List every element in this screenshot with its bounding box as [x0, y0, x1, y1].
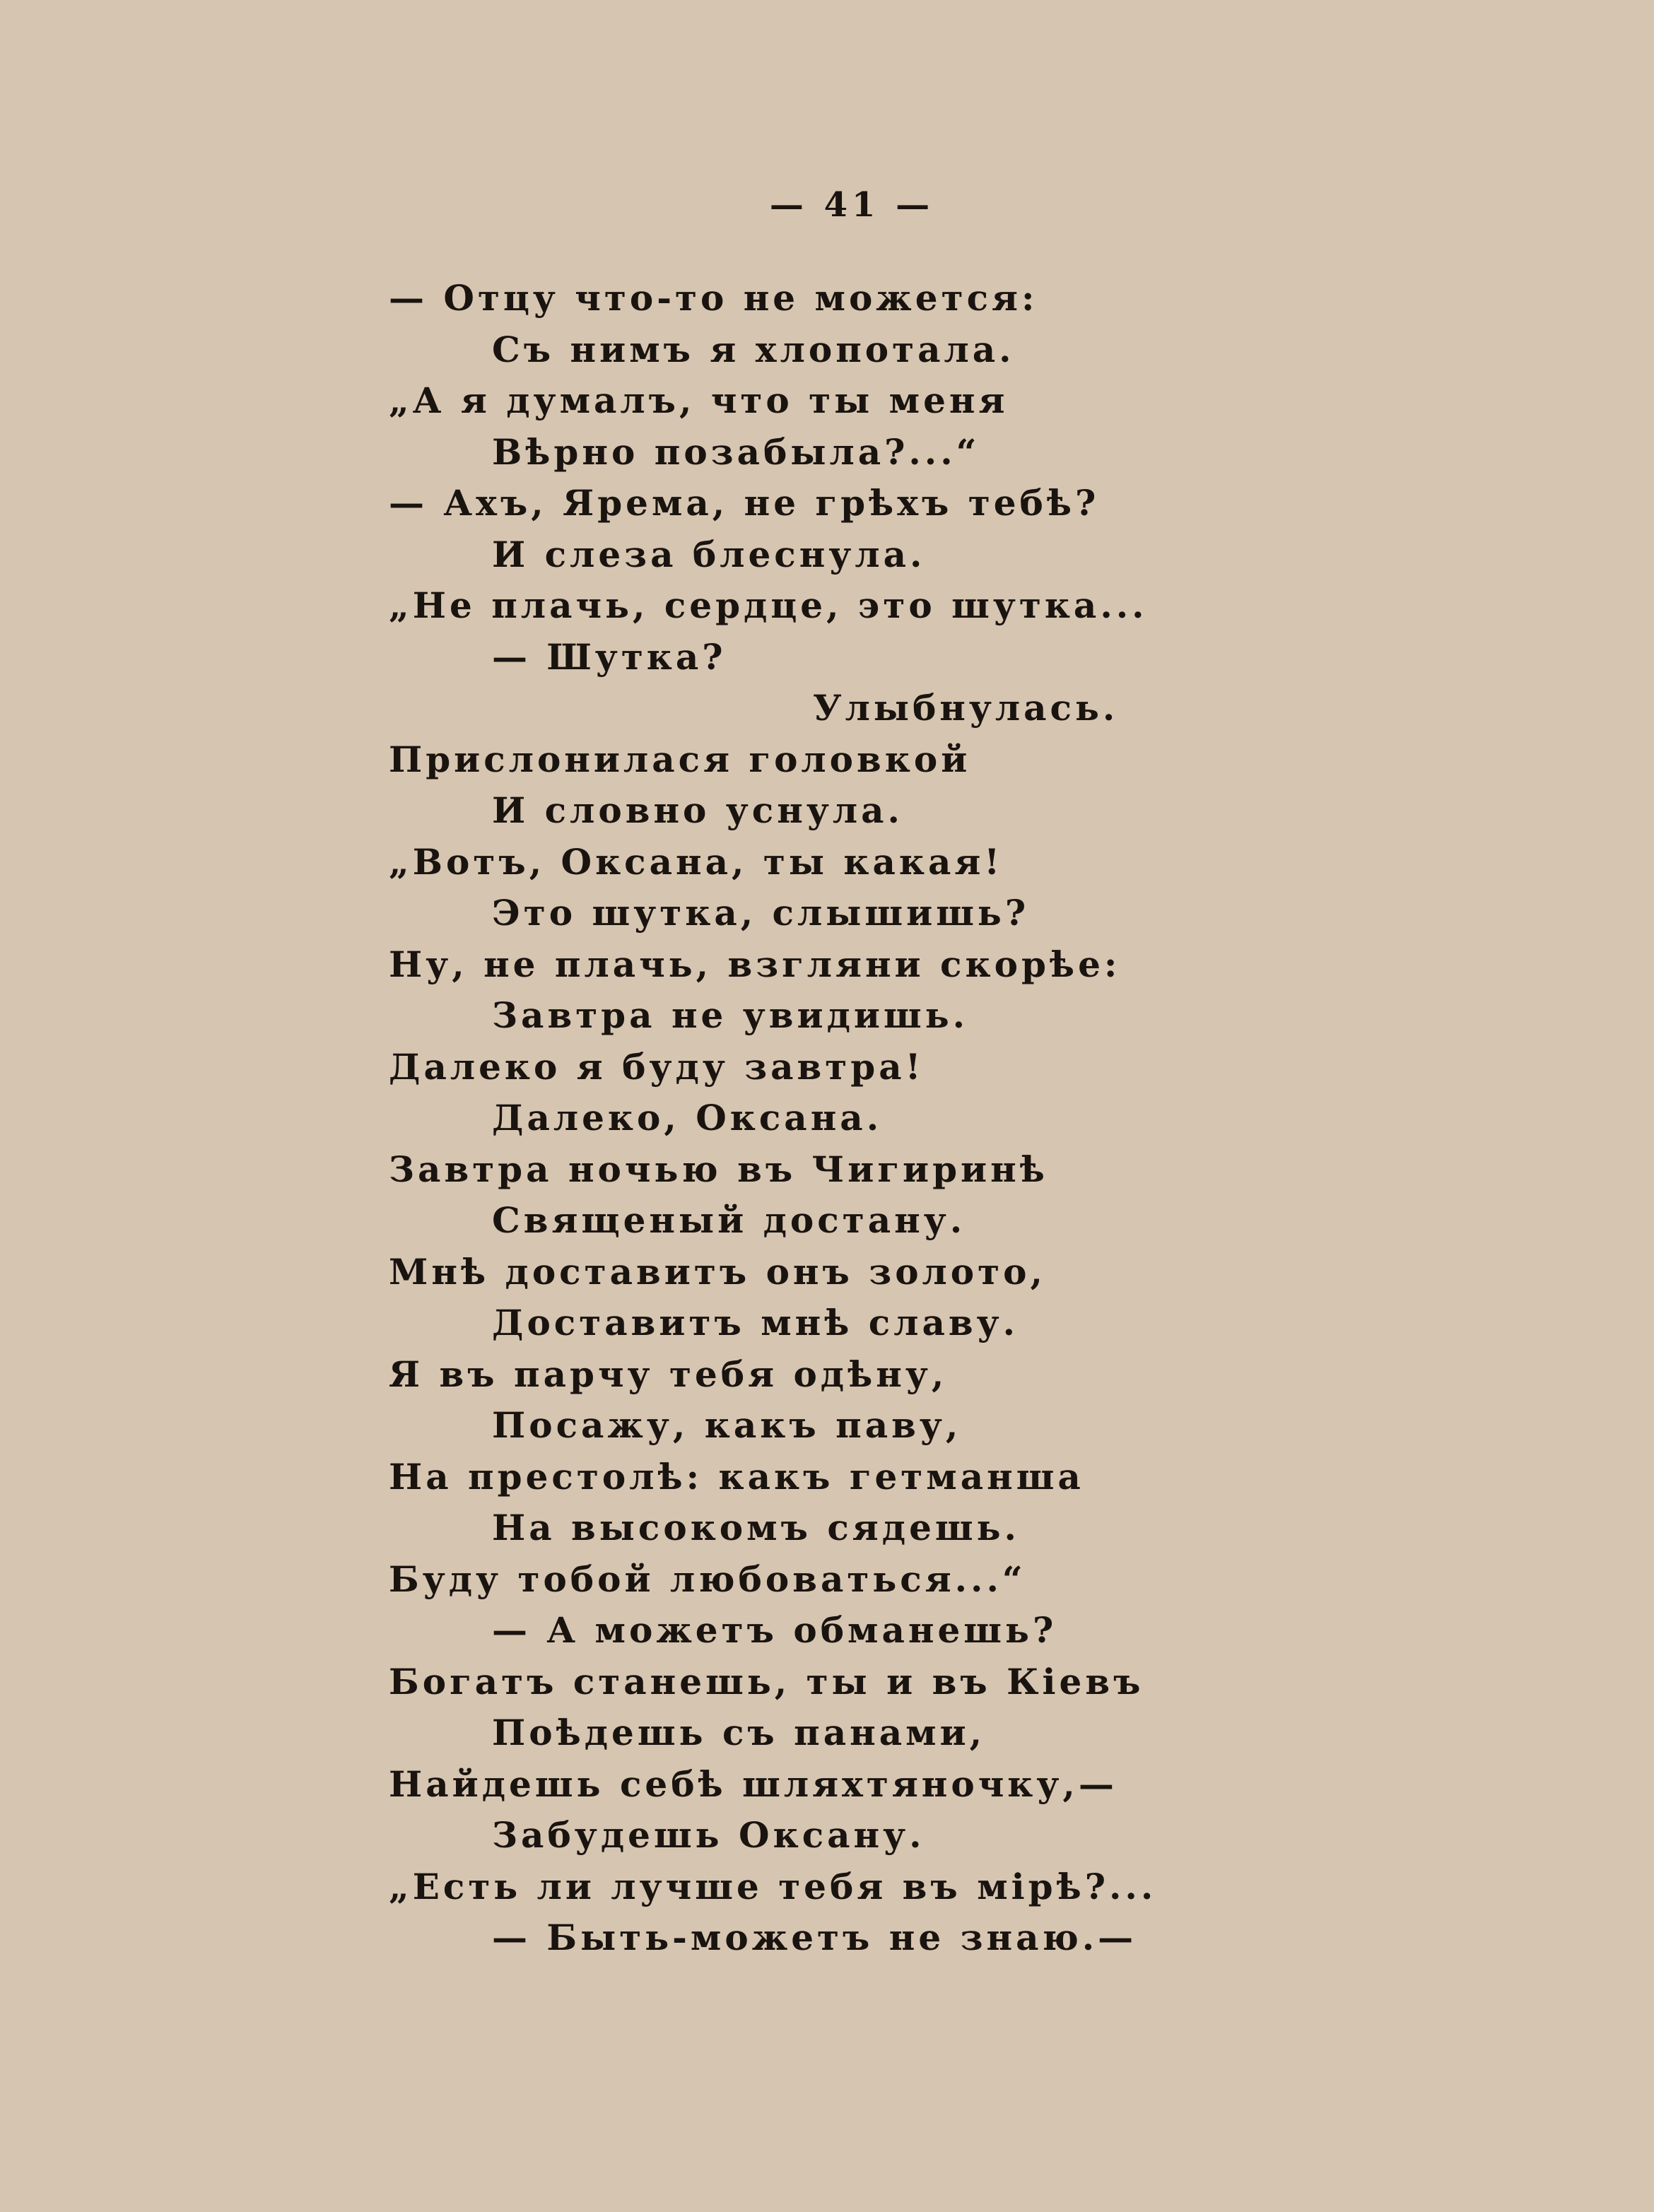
poem-line: Ну, не плачь, взгляни скорѣе:: [389, 943, 1121, 985]
poem-line: Съ нимъ я хлопотала.: [492, 328, 1015, 370]
poem-line: — Быть-можетъ не знаю.—: [492, 1917, 1137, 1958]
poem-line: Посажу, какъ паву,: [492, 1404, 962, 1446]
poem-line: И словно уснула.: [492, 789, 903, 831]
poem-line: Это шутка, слышишь?: [492, 892, 1030, 934]
poem-line: Я въ парчу тебя одѣну,: [389, 1353, 948, 1395]
poem-line: — Ахъ, Ярема, не грѣхъ тебѣ?: [389, 482, 1100, 524]
poem-line: Мнѣ доставитъ онъ золото,: [389, 1250, 1046, 1293]
poem-line: Найдешь себѣ шляхтяночку,—: [389, 1763, 1118, 1805]
poem-line: „Вотъ, Оксана, ты какая!: [389, 840, 1004, 883]
poem-line: Завтра ночью въ Чигиринѣ: [389, 1148, 1048, 1190]
poem-line: Забудешь Оксану.: [492, 1814, 925, 1856]
poem-line: Улыбнулась.: [813, 687, 1119, 729]
poem-line: Завтра не увидишь.: [492, 994, 969, 1036]
poem-line: На высокомъ сядешь.: [492, 1507, 1020, 1548]
poem-text: [382, 273, 1230, 1964]
poem-line: Поѣдешь съ панами,: [492, 1712, 986, 1753]
poem-line: — Отцу что-то не можется:: [389, 277, 1038, 319]
poem-line: Далеко, Оксана.: [492, 1097, 883, 1139]
poem-line: И слеза блеснула.: [492, 533, 926, 575]
poem-line: Вѣрно позабыла?...“: [492, 430, 980, 473]
poem-line: — Шутка?: [492, 635, 727, 678]
page-number: — 41 —: [769, 185, 934, 225]
poem-line: Далеко я буду завтра!: [389, 1045, 925, 1088]
poem-line: На престолѣ: какъ гетманша: [389, 1455, 1084, 1498]
poem-line: „Не плачь, сердце, это шутка...: [389, 584, 1148, 626]
poem-line: Священый достану.: [492, 1199, 966, 1241]
poem-line: Прислонилася головкой: [389, 738, 971, 780]
poem-line: — А можетъ обманешь?: [492, 1609, 1057, 1651]
poem-line: Доставитъ мнѣ славу.: [492, 1302, 1019, 1343]
poem-line: „Есть ли лучше тебя въ мірѣ?...: [389, 1865, 1157, 1907]
poem-line: Буду тобой любоваться...“: [389, 1558, 1026, 1600]
poem-line: Богатъ станешь, ты и въ Кіевъ: [389, 1660, 1144, 1702]
poem-line: „А я думалъ, что ты меня: [389, 380, 1009, 421]
